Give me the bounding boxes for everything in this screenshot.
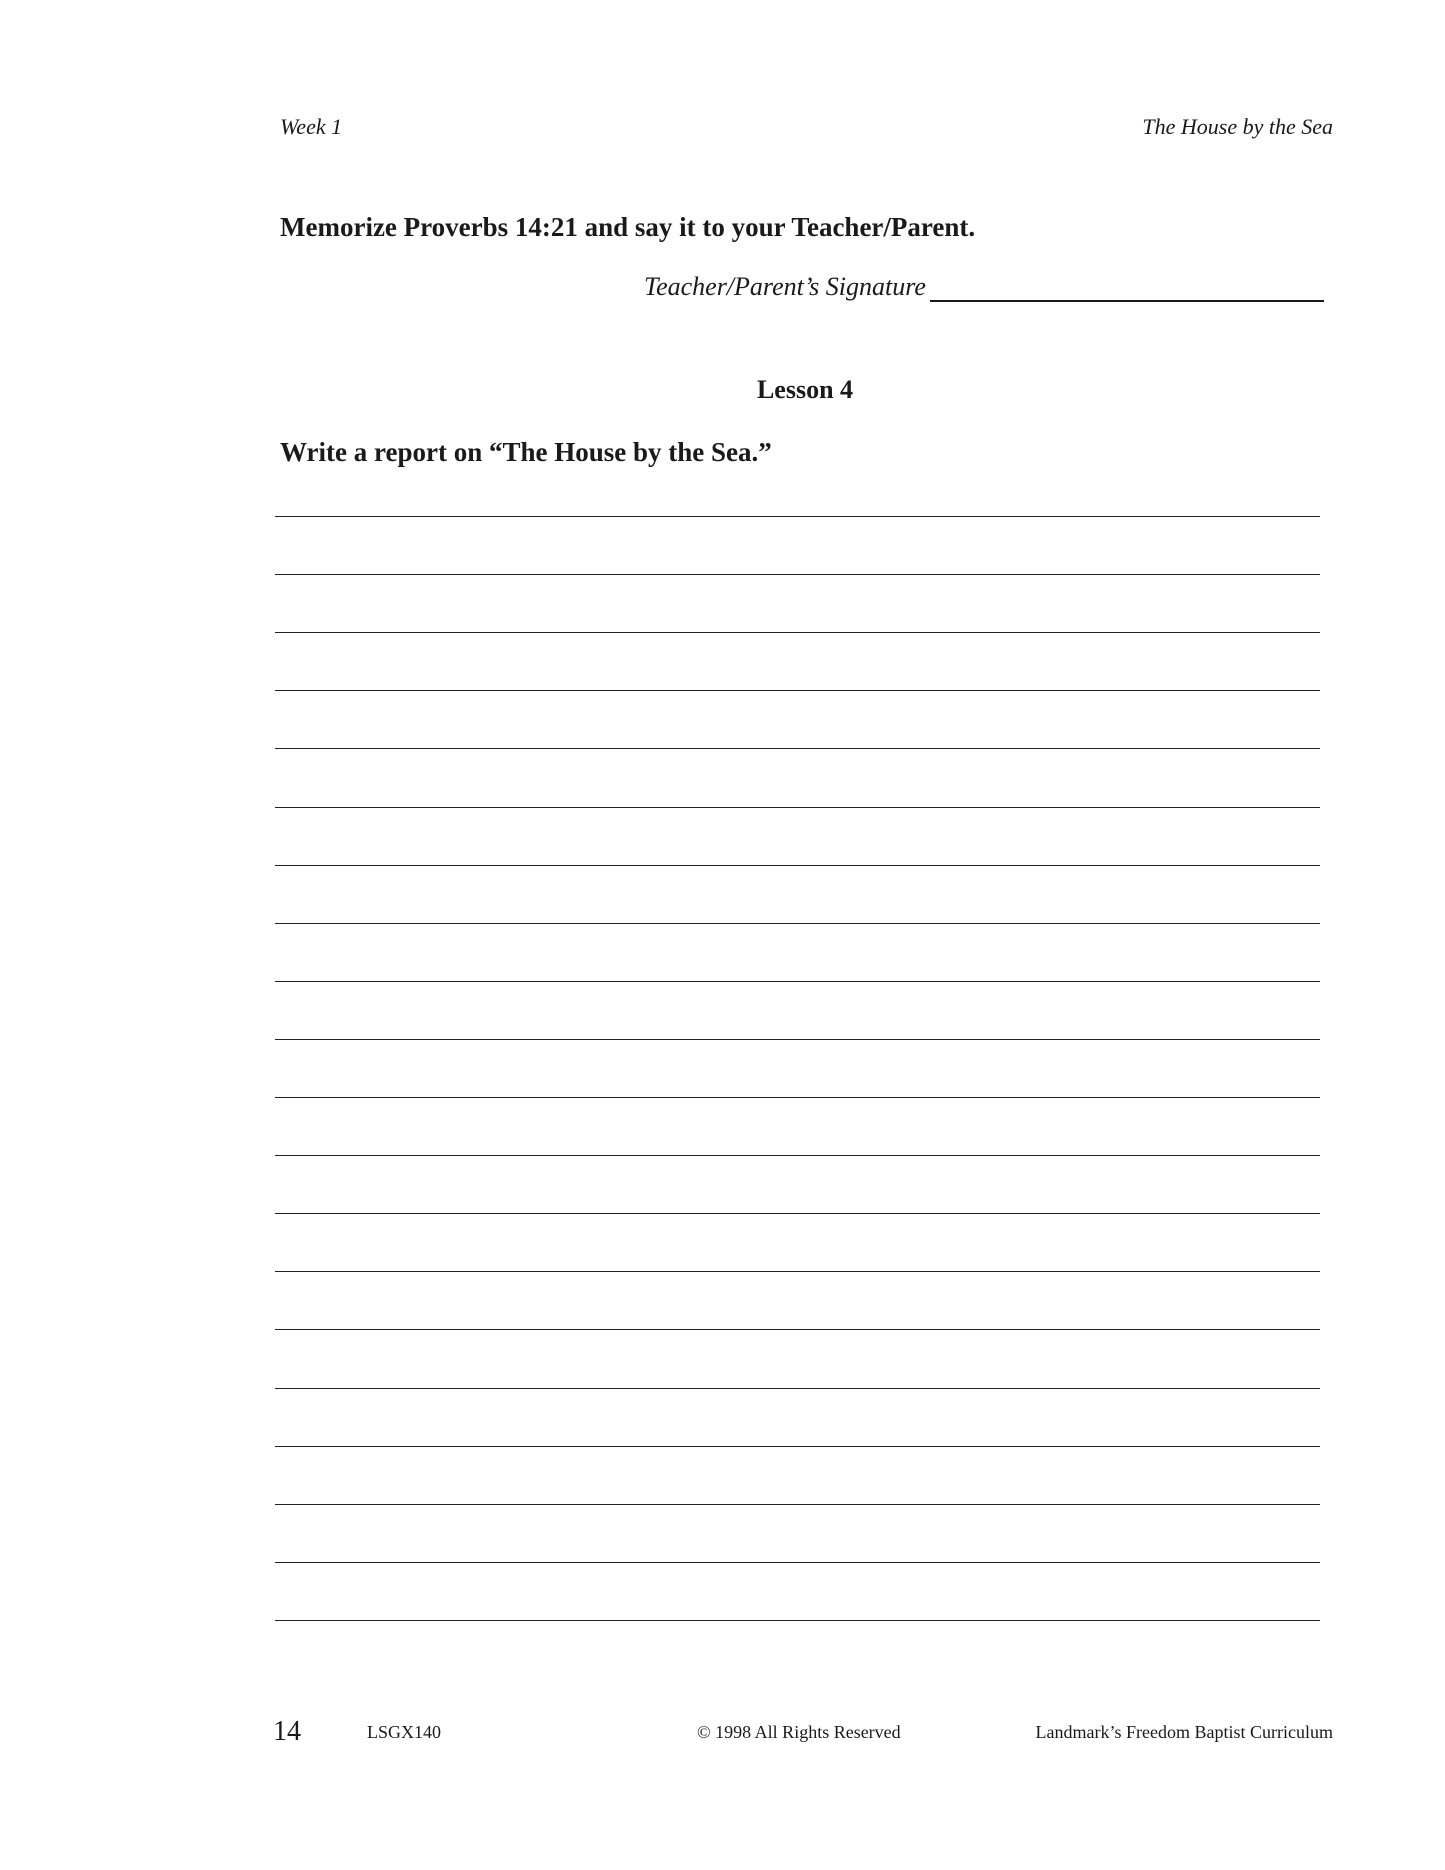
writing-line[interactable] <box>275 923 1320 924</box>
header-week: Week 1 <box>280 114 343 139</box>
writing-lines-area[interactable] <box>275 0 1325 1870</box>
writing-line[interactable] <box>275 1039 1320 1040</box>
writing-line[interactable] <box>275 807 1320 808</box>
writing-line[interactable] <box>275 574 1320 575</box>
writing-line[interactable] <box>275 690 1320 691</box>
lesson-title: Lesson 4 <box>756 375 854 404</box>
writing-line[interactable] <box>275 1097 1320 1098</box>
report-prompt: Write a report on “The House by the Sea.” <box>280 437 772 467</box>
writing-line[interactable] <box>275 748 1320 749</box>
memorize-instruction: Memorize Proverbs 14:21 and say it to your Teacher/Parent. <box>280 212 976 242</box>
writing-line[interactable] <box>275 632 1320 633</box>
footer-publisher: Landmark’s Freedom Baptist Curriculum <box>1035 1722 1333 1742</box>
writing-line[interactable] <box>275 1155 1320 1156</box>
footer-code: LSGX140 <box>367 1722 442 1742</box>
writing-line[interactable] <box>275 865 1320 866</box>
writing-line[interactable] <box>275 1620 1320 1621</box>
writing-line[interactable] <box>275 1562 1320 1563</box>
writing-line[interactable] <box>275 981 1320 982</box>
writing-line[interactable] <box>275 1388 1320 1389</box>
writing-line[interactable] <box>275 1504 1320 1505</box>
writing-line[interactable] <box>275 1271 1320 1272</box>
signature-label: Teacher/Parent’s Signature <box>644 272 926 301</box>
footer-copyright: © 1998 All Rights Reserved <box>697 1722 901 1742</box>
header-story-title: The House by the Sea <box>1142 114 1333 139</box>
writing-line[interactable] <box>275 516 1320 517</box>
page-number: 14 <box>273 1716 301 1747</box>
writing-line[interactable] <box>275 1446 1320 1447</box>
writing-line[interactable] <box>275 1329 1320 1330</box>
writing-line[interactable] <box>275 1213 1320 1214</box>
